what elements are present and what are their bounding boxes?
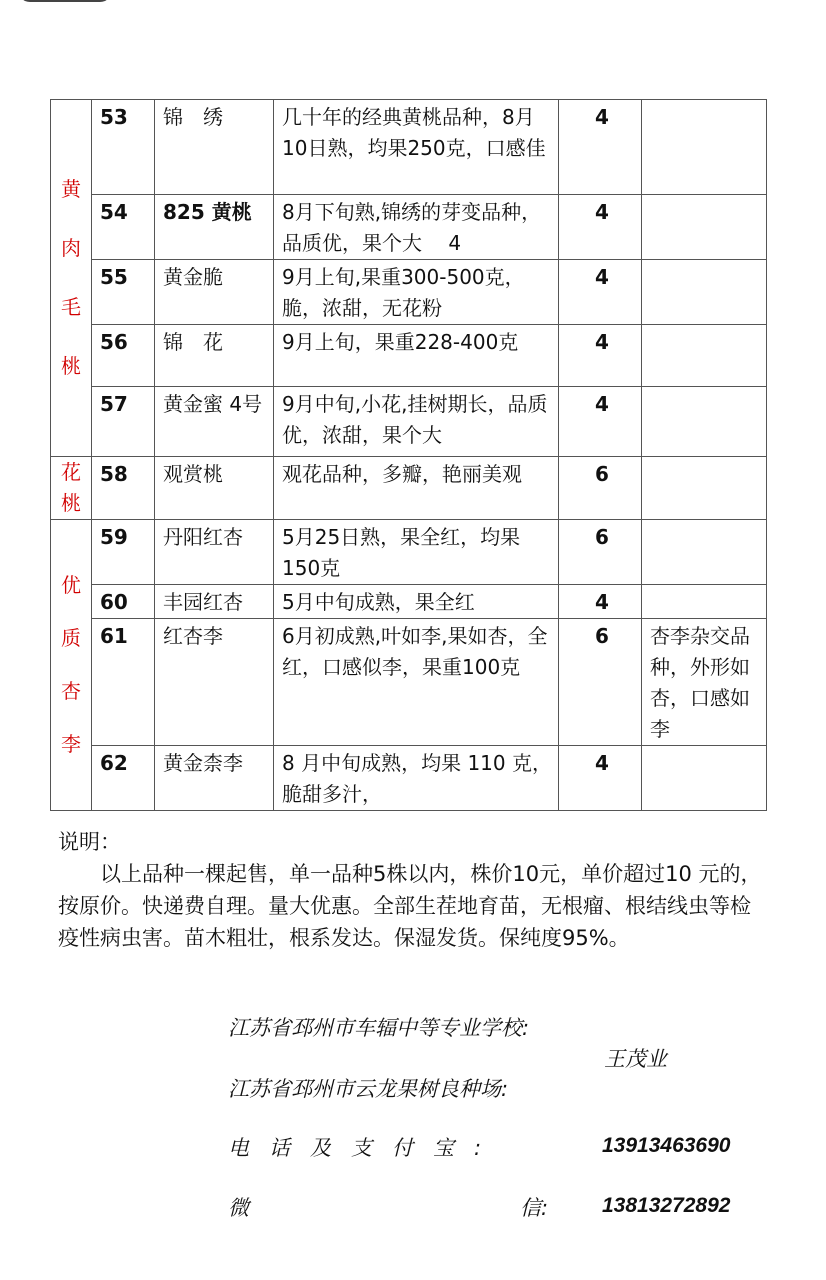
group-cell-flower-peach [51, 457, 92, 520]
row-name: 丰园红杏 [155, 585, 274, 619]
row-name: 红杏李 [155, 619, 274, 746]
row-num: 61 [92, 619, 155, 746]
row-name: 825 黄桃 [155, 195, 274, 260]
table-row [51, 195, 767, 260]
wechat-number: 13813272892 [602, 1194, 731, 1217]
notes-section [58, 826, 764, 954]
row-price: 6 [559, 520, 642, 585]
group-char: 毛 [61, 295, 81, 319]
row-num: 54 [92, 195, 155, 260]
row-note [642, 325, 767, 387]
row-desc: 9月上旬，果重228-400克 [274, 325, 559, 387]
row-price: 4 [559, 195, 642, 260]
row-desc: 9月中旬,小花,挂树期长，品质优，浓甜，果个大 [274, 387, 559, 457]
row-price: 4 [559, 100, 642, 195]
row-price: 6 [559, 457, 642, 520]
row-num: 62 [92, 746, 155, 811]
row-price: 4 [559, 387, 642, 457]
row-price: 4 [559, 746, 642, 811]
row-note [642, 100, 767, 195]
table-row [51, 100, 767, 195]
group-char: 杏 [61, 679, 81, 703]
group-char: 质 [61, 626, 81, 650]
row-desc: 5月25日熟，果全红，均果150克 [274, 520, 559, 585]
group-char: 黄 [61, 177, 81, 201]
row-note [642, 520, 767, 585]
notes-heading: 说明： [58, 830, 121, 854]
group-char: 肉 [61, 236, 81, 260]
row-desc: 观花品种，多瓣，艳丽美观 [274, 457, 559, 520]
row-note [642, 585, 767, 619]
row-num: 57 [92, 387, 155, 457]
table-row [51, 520, 767, 585]
wechat-label-end: 信: [520, 1196, 549, 1220]
row-name: 锦 花 [155, 325, 274, 387]
row-desc: 8月下旬熟,锦绣的芽变品种，品质优，果个大 4 [274, 195, 559, 260]
row-name: 观赏桃 [155, 457, 274, 520]
group-char: 优 [61, 573, 81, 597]
group-cell-apricot-plum [51, 520, 92, 811]
row-price: 4 [559, 325, 642, 387]
row-desc: 8 月中旬成熟，均果 110 克，脆甜多汁， [274, 746, 559, 811]
row-num: 53 [92, 100, 155, 195]
table-row [51, 619, 767, 746]
row-note [642, 195, 767, 260]
row-note: 杏李杂交品种，外形如杏，口感如李 [642, 619, 767, 746]
row-desc: 几十年的经典黄桃品种，8月10日熟，均果250克，口感佳 [274, 100, 559, 195]
row-num: 59 [92, 520, 155, 585]
table-row [51, 746, 767, 811]
table-row [51, 457, 767, 520]
table-row [51, 260, 767, 325]
wechat-label-start: 微 [228, 1196, 249, 1220]
row-name: 黄金蜜 4号 [155, 387, 274, 457]
row-num: 56 [92, 325, 155, 387]
group-char: 桃 [61, 354, 81, 378]
top-edge-tab [18, 0, 112, 2]
contact-person: 王茂业 [604, 1047, 667, 1071]
table-row [51, 387, 767, 457]
group-cell-yellow-peach [51, 100, 92, 457]
row-num: 60 [92, 585, 155, 619]
table-row [51, 325, 767, 387]
phone-number: 13913463690 [602, 1134, 731, 1157]
row-num: 55 [92, 260, 155, 325]
row-name: 丹阳红杏 [155, 520, 274, 585]
variety-table [50, 99, 767, 811]
group-char: 桃 [61, 491, 81, 515]
row-desc: 6月初成熟,叶如李,果如杏，全红，口感似李，果重100克 [274, 619, 559, 746]
row-note [642, 746, 767, 811]
row-price: 4 [559, 260, 642, 325]
row-name: 黄金脆 [155, 260, 274, 325]
row-desc: 5月中旬成熟，果全红 [274, 585, 559, 619]
group-char: 李 [61, 732, 81, 756]
row-name: 锦 绣 [155, 100, 274, 195]
row-note [642, 457, 767, 520]
row-price: 4 [559, 585, 642, 619]
row-price: 6 [559, 619, 642, 746]
school-name: 江苏省邳州市车辐中等专业学校: [228, 1016, 530, 1040]
row-note [642, 387, 767, 457]
notes-body: 以上品种一棵起售，单一品种5株以内，株价10元，单价超过10 元的，按原价。快递费自理。量大优惠。全部生茬地育苗，无根瘤、根结线虫等检疫性病虫害。苗木粗壮，根系发达。保湿发货。保纯度95%。 [58, 862, 762, 950]
row-name: 黄金柰李 [155, 746, 274, 811]
row-num: 58 [92, 457, 155, 520]
farm-name: 江苏省邳州市云龙果树良种场: [228, 1077, 509, 1101]
phone-label: 电话及支付宝: [228, 1136, 502, 1160]
table-row [51, 585, 767, 619]
group-char: 花 [61, 460, 81, 484]
row-note [642, 260, 767, 325]
row-desc: 9月上旬,果重300-500克，脆，浓甜，无花粉 [274, 260, 559, 325]
